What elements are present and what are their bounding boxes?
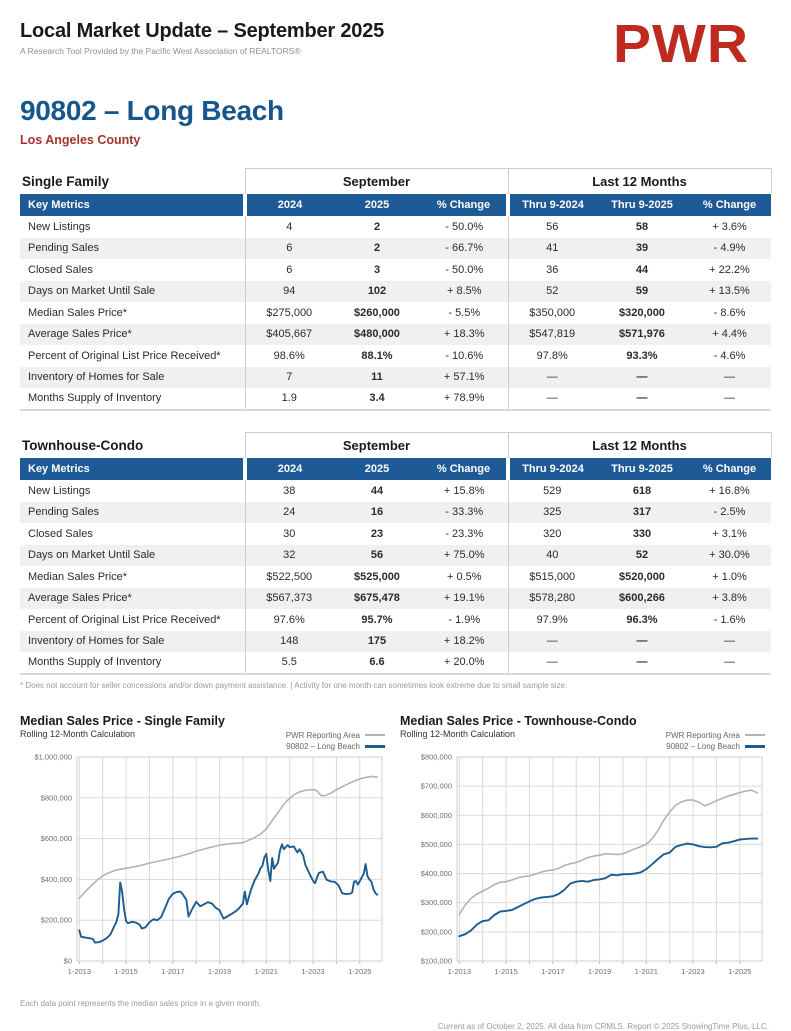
metric-value: + 75.0% — [421, 545, 508, 567]
metric-value: 3 — [373, 263, 381, 276]
metric-value: + 0.5% — [446, 570, 482, 583]
metric-value: — — [596, 631, 688, 653]
charts-section — [20, 714, 771, 1008]
metric-value: + 57.1% — [421, 367, 508, 389]
x-tick-label: 1-2015 — [114, 966, 138, 976]
y-tick-label: $800,000 — [40, 792, 72, 802]
x-tick-label: 1-2013 — [447, 966, 472, 976]
table-row — [20, 631, 771, 653]
metrics-tables — [20, 168, 771, 675]
metric-value: + 19.1% — [421, 588, 508, 610]
series-line-pwr-reporting-area — [459, 790, 757, 914]
x-tick-label: 1-2017 — [541, 966, 565, 976]
metric-value: $675,478 — [333, 588, 421, 610]
metric-value: - 33.3% — [421, 502, 508, 524]
metric-value: - 1.9% — [448, 613, 481, 626]
metric-value: $600,266 — [596, 588, 688, 610]
metric-label: Months Supply of Inventory — [28, 392, 162, 405]
metric-value: $260,000 — [354, 306, 400, 319]
metric-value: 30 — [245, 523, 333, 545]
metric-value: 56 — [333, 545, 421, 567]
metric-value: 529 — [508, 480, 596, 502]
x-tick-label: 1-2017 — [161, 966, 185, 976]
metric-value: - 66.7% — [421, 238, 508, 260]
metric-value: — — [508, 631, 596, 653]
report-title: Local Market Update – September 2025 — [20, 20, 385, 42]
legend-label: PWR Reporting Area — [665, 730, 740, 740]
metric-value: 330 — [632, 527, 652, 540]
metric-value: + 15.8% — [443, 484, 485, 497]
metric-value: + 1.0% — [712, 570, 747, 583]
metric-label: Closed Sales — [28, 263, 93, 276]
page-footer: Current as of October 2, 2025. All data from CRMLS. Report © 2025 ShowingTime Plus, LLC. — [437, 1021, 769, 1031]
metric-value: — — [636, 392, 648, 405]
metric-value: — — [596, 367, 688, 389]
metric-label: Months Supply of Inventory — [28, 656, 162, 669]
y-tick-label: $100,000 — [420, 956, 452, 966]
series-line-90802-long-beach — [79, 844, 377, 942]
metric-value: 32 — [245, 545, 333, 567]
table-title: Single Family — [20, 168, 245, 194]
metric-value: $275,000 — [245, 302, 333, 324]
table-row — [20, 588, 771, 610]
metric-value: 58 — [635, 220, 649, 233]
metric-value: + 8.5% — [421, 281, 508, 303]
metric-value: $522,500 — [245, 566, 333, 588]
metric-value: - 10.6% — [445, 349, 484, 362]
metric-value: — — [508, 388, 596, 410]
county-label: Los Angeles County — [20, 132, 141, 147]
chart-note: Each data point represents the median sales price in a given month. — [20, 998, 262, 1008]
metric-value: + 4.4% — [688, 324, 771, 346]
metric-value: $480,000 — [333, 324, 421, 346]
metric-value: $515,000 — [508, 566, 596, 588]
metric-value: - 50.0% — [445, 220, 484, 233]
column-header: % Change — [421, 458, 508, 480]
metric-value: 2 — [373, 220, 381, 233]
metrics-table-single-family — [20, 168, 772, 411]
x-tick-label: 1-2013 — [67, 966, 92, 976]
metric-label: Pending Sales — [20, 502, 245, 524]
metric-value: + 18.3% — [421, 324, 508, 346]
column-header: Thru 9-2025 — [596, 194, 688, 216]
metric-value: 44 — [635, 263, 649, 276]
metric-value: + 30.0% — [688, 545, 771, 567]
metric-value: 39 — [596, 238, 688, 260]
chart-subtitle: Rolling 12-Month Calculation — [20, 728, 136, 739]
metric-value: - 4.6% — [713, 349, 746, 362]
legend-entry — [286, 730, 385, 741]
metric-label: Median Sales Price* — [28, 306, 128, 319]
metric-value: - 50.0% — [445, 263, 484, 276]
metric-value: 56 — [508, 216, 596, 238]
chart-single-family — [20, 714, 391, 1008]
table-row — [20, 609, 771, 631]
column-header: % Change — [421, 194, 508, 216]
x-tick-label: 1-2023 — [301, 966, 325, 976]
legend-line-swatch — [365, 745, 385, 748]
metric-value: 95.7% — [361, 613, 393, 626]
column-header: Thru 9-2024 — [508, 458, 596, 480]
table-row — [20, 259, 771, 281]
metric-value: 320 — [508, 523, 596, 545]
metric-label: Pending Sales — [20, 238, 245, 260]
metric-value: 618 — [632, 484, 652, 497]
metric-value: $578,280 — [508, 588, 596, 610]
y-tick-label: $700,000 — [420, 781, 452, 791]
y-tick-label: $200,000 — [40, 915, 72, 925]
metric-label: Inventory of Homes for Sale — [20, 367, 245, 389]
metric-value: 98.6% — [245, 345, 333, 367]
area-title: 90802 – Long Beach — [20, 94, 284, 126]
legend-line-swatch — [365, 734, 385, 736]
metric-value: - 4.9% — [688, 238, 771, 260]
legend-line-swatch — [745, 734, 765, 736]
metric-value: 5.5 — [245, 652, 333, 674]
metric-value: + 22.2% — [709, 263, 750, 276]
metric-value: 40 — [508, 545, 596, 567]
metric-value: + 16.8% — [709, 484, 750, 497]
metric-value: $405,667 — [245, 324, 333, 346]
x-tick-label: 1-2025 — [348, 966, 372, 976]
table-row — [20, 302, 771, 324]
table-row — [20, 216, 771, 238]
table-footnote: * Does not account for seller concessions and/or down payment assistance. | Activity for one month can sometimes look extreme due to small sample size. — [20, 680, 568, 690]
chart-canvas — [400, 751, 771, 983]
metric-value: 317 — [596, 502, 688, 524]
table-row — [20, 281, 771, 303]
legend-line-swatch — [745, 745, 765, 748]
chart-canvas — [20, 751, 391, 983]
table-row — [20, 566, 771, 588]
y-tick-label: $600,000 — [40, 833, 72, 843]
chart-subtitle: Rolling 12-Month Calculation — [400, 728, 516, 739]
table-row — [20, 388, 771, 410]
column-header: 2025 — [333, 194, 421, 216]
legend-label: 90802 – Long Beach — [666, 741, 740, 751]
column-header: % Change — [688, 458, 771, 480]
table-row — [20, 345, 771, 367]
metric-value: — — [688, 631, 771, 653]
metric-value: $567,373 — [245, 588, 333, 610]
metric-value: - 8.6% — [713, 306, 746, 319]
x-tick-label: 1-2021 — [254, 966, 278, 976]
metric-label: Percent of Original List Price Received* — [28, 349, 221, 362]
metric-value: + 3.1% — [712, 527, 747, 540]
metric-value: 44 — [370, 484, 384, 497]
column-header: 2024 — [245, 458, 333, 480]
column-header: % Change — [688, 194, 771, 216]
key-metrics-header: Key Metrics — [20, 458, 245, 480]
metric-label: New Listings — [28, 484, 91, 497]
metric-value: 97.6% — [245, 609, 333, 631]
table-row — [20, 502, 771, 524]
metric-value: 38 — [245, 480, 333, 502]
metric-value: 41 — [508, 238, 596, 260]
metric-value: 24 — [245, 502, 333, 524]
legend-label: PWR Reporting Area — [285, 730, 360, 740]
x-tick-label: 1-2025 — [728, 966, 752, 976]
metric-value: 52 — [508, 281, 596, 303]
metric-label: Average Sales Price* — [20, 324, 245, 346]
report-subtitle: A Research Tool Provided by the Pacific West Association of REALTORS® — [20, 46, 301, 56]
column-header: 2024 — [245, 194, 333, 216]
metric-value: 325 — [508, 502, 596, 524]
legend-entry — [666, 741, 765, 752]
metric-value: + 3.8% — [688, 588, 771, 610]
metric-value: + 13.5% — [688, 281, 771, 303]
chart-title: Median Sales Price - Single Family — [20, 713, 225, 728]
metric-value: 23 — [370, 527, 384, 540]
metric-value: - 2.5% — [688, 502, 771, 524]
table-row — [20, 324, 771, 346]
legend-entry — [286, 741, 385, 752]
metrics-table-townhouse-condo — [20, 432, 772, 675]
metric-label: Days on Market Until Sale — [20, 281, 245, 303]
metric-value: 102 — [333, 281, 421, 303]
metric-value: — — [724, 392, 735, 405]
column-group-label: September — [245, 432, 508, 458]
metric-label: Average Sales Price* — [20, 588, 245, 610]
metric-label: Days on Market Until Sale — [20, 545, 245, 567]
metric-value: 7 — [245, 367, 333, 389]
column-header: 2025 — [333, 458, 421, 480]
metric-value: + 18.2% — [421, 631, 508, 653]
metric-label: Percent of Original List Price Received* — [28, 613, 221, 626]
metric-value: + 78.9% — [443, 392, 485, 405]
metric-value: - 23.3% — [445, 527, 484, 540]
x-tick-label: 1-2019 — [207, 966, 232, 976]
column-header: Thru 9-2024 — [508, 194, 596, 216]
metric-value: 175 — [333, 631, 421, 653]
column-header: Thru 9-2025 — [596, 458, 688, 480]
metric-value: — — [508, 652, 596, 674]
table-row — [20, 480, 771, 502]
metric-value: 148 — [245, 631, 333, 653]
masthead-text — [20, 20, 384, 56]
metric-label: Inventory of Homes for Sale — [20, 631, 245, 653]
metric-value: 36 — [508, 259, 596, 281]
metric-value: — — [508, 367, 596, 389]
metric-label: Median Sales Price* — [28, 570, 128, 583]
y-tick-label: $800,000 — [420, 752, 452, 762]
masthead — [20, 13, 771, 75]
metric-value: 16 — [333, 502, 421, 524]
metric-value: 6.6 — [369, 656, 385, 669]
y-tick-label: $200,000 — [420, 926, 452, 936]
legend-entry — [666, 730, 765, 741]
y-tick-label: $300,000 — [420, 897, 452, 907]
chart-title: Median Sales Price - Townhouse-Condo — [400, 713, 637, 728]
column-group-label: Last 12 Months — [508, 168, 771, 194]
metric-value: 59 — [596, 281, 688, 303]
table-row — [20, 545, 771, 567]
metric-value: 88.1% — [361, 349, 393, 362]
metric-value: $547,819 — [508, 324, 596, 346]
metric-value: 93.3% — [626, 349, 658, 362]
column-group-label: Last 12 Months — [508, 432, 771, 458]
metric-value: $320,000 — [619, 306, 665, 319]
y-tick-label: $400,000 — [420, 868, 452, 878]
chart-townhouse-condo — [400, 714, 771, 1008]
x-tick-label: 1-2019 — [587, 966, 612, 976]
y-tick-label: $500,000 — [420, 839, 452, 849]
x-tick-label: 1-2021 — [634, 966, 658, 976]
metric-value: — — [724, 656, 735, 669]
legend-label: 90802 – Long Beach — [286, 741, 360, 751]
key-metrics-header: Key Metrics — [20, 194, 245, 216]
metric-value: 96.3% — [626, 613, 658, 626]
chart-legend — [666, 730, 765, 752]
metric-value: + 3.6% — [712, 220, 747, 233]
metric-value: 2 — [333, 238, 421, 260]
chart-legend — [286, 730, 385, 752]
metric-value: 6 — [245, 238, 333, 260]
x-tick-label: 1-2015 — [494, 966, 518, 976]
metric-value: + 20.0% — [443, 656, 485, 669]
column-group-label: September — [245, 168, 508, 194]
metric-value: — — [636, 656, 648, 669]
metric-value: - 5.5% — [448, 306, 481, 319]
metric-value: $571,976 — [596, 324, 688, 346]
y-tick-label: $400,000 — [40, 874, 72, 884]
metric-value: $520,000 — [619, 570, 665, 583]
table-row — [20, 523, 771, 545]
table-title: Townhouse-Condo — [20, 432, 245, 458]
y-tick-label: $0 — [63, 956, 72, 966]
y-tick-label: $600,000 — [420, 810, 452, 820]
metric-label: Closed Sales — [28, 527, 93, 540]
metric-value: - 1.6% — [713, 613, 746, 626]
metric-value: 6 — [245, 259, 333, 281]
metric-value: 3.4 — [369, 392, 385, 405]
y-tick-label: $1,000,000 — [34, 752, 72, 762]
metric-value: $350,000 — [508, 302, 596, 324]
metric-value: 97.9% — [508, 609, 596, 631]
series-line-pwr-reporting-area — [79, 776, 377, 898]
metric-value: 1.9 — [245, 388, 333, 410]
metric-value: $525,000 — [354, 570, 400, 583]
x-tick-label: 1-2023 — [681, 966, 705, 976]
metric-value: 97.8% — [508, 345, 596, 367]
metric-value: — — [688, 367, 771, 389]
metric-value: 11 — [333, 367, 421, 389]
pwr-logo: PWR — [613, 13, 749, 75]
table-row — [20, 652, 771, 674]
metric-label: New Listings — [28, 220, 91, 233]
metric-value: 4 — [245, 216, 333, 238]
metric-value: 94 — [245, 281, 333, 303]
table-row — [20, 367, 771, 389]
metric-value: 52 — [596, 545, 688, 567]
table-row — [20, 238, 771, 260]
